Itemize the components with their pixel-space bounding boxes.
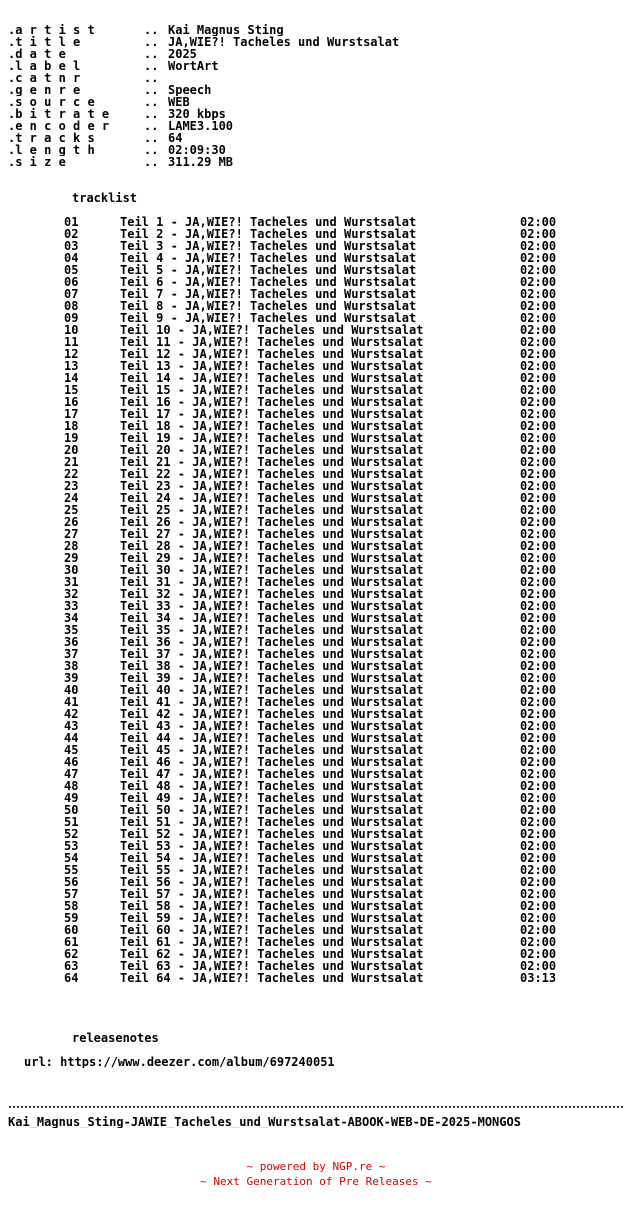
track-number: 50: [64, 804, 79, 816]
track-length: 02:00: [520, 780, 557, 792]
meta-separator: ..: [144, 132, 159, 144]
track-number: 46: [64, 756, 79, 768]
track-title: Teil 38 - JA,WIE?! Tacheles und Wurstsalat: [120, 660, 424, 672]
track-number: 58: [64, 900, 79, 912]
track-length: 02:00: [520, 828, 557, 840]
track-title: Teil 52 - JA,WIE?! Tacheles und Wurstsalat: [120, 828, 424, 840]
track-number: 36: [64, 636, 79, 648]
track-number: 16: [64, 396, 79, 408]
track-length: 02:00: [520, 864, 557, 876]
track-number: 26: [64, 516, 79, 528]
track-number: 54: [64, 852, 79, 864]
track-length: 02:00: [520, 408, 557, 420]
track-number: 44: [64, 732, 79, 744]
track-number: 41: [64, 696, 79, 708]
meta-key: .l e n g t h: [8, 144, 95, 156]
track-title: Teil 51 - JA,WIE?! Tacheles und Wurstsalat: [120, 816, 424, 828]
releasenotes-heading: releasenotes: [72, 1032, 159, 1044]
track-title: Teil 28 - JA,WIE?! Tacheles und Wurstsalat: [120, 540, 424, 552]
track-number: 61: [64, 936, 79, 948]
meta-value: WortArt: [168, 60, 219, 72]
track-number: 34: [64, 612, 79, 624]
track-number: 32: [64, 588, 79, 600]
track-length: 02:00: [520, 792, 557, 804]
track-title: Teil 22 - JA,WIE?! Tacheles und Wurstsalat: [120, 468, 424, 480]
track-length: 02:00: [520, 384, 557, 396]
track-number: 49: [64, 792, 79, 804]
track-length: 02:00: [520, 276, 557, 288]
track-title: Teil 15 - JA,WIE?! Tacheles und Wurstsalat: [120, 384, 424, 396]
track-title: Teil 41 - JA,WIE?! Tacheles und Wurstsalat: [120, 696, 424, 708]
track-length: 02:00: [520, 300, 557, 312]
track-number: 20: [64, 444, 79, 456]
track-number: 56: [64, 876, 79, 888]
track-number: 28: [64, 540, 79, 552]
track-title: Teil 3 - JA,WIE?! Tacheles und Wurstsalat: [120, 240, 417, 252]
track-title: Teil 56 - JA,WIE?! Tacheles und Wurstsalat: [120, 876, 424, 888]
track-number: 64: [64, 972, 79, 984]
track-length: 02:00: [520, 420, 557, 432]
meta-key: .l a b e l: [8, 60, 81, 72]
meta-separator: ..: [144, 84, 159, 96]
track-number: 21: [64, 456, 79, 468]
track-title: Teil 27 - JA,WIE?! Tacheles und Wurstsalat: [120, 528, 424, 540]
track-length: 02:00: [520, 852, 557, 864]
track-length: 02:00: [520, 744, 557, 756]
track-title: Teil 35 - JA,WIE?! Tacheles und Wurstsalat: [120, 624, 424, 636]
track-title: Teil 31 - JA,WIE?! Tacheles und Wurstsalat: [120, 576, 424, 588]
track-title: Teil 34 - JA,WIE?! Tacheles und Wurstsalat: [120, 612, 424, 624]
track-length: 02:00: [520, 708, 557, 720]
track-number: 29: [64, 552, 79, 564]
track-length: 02:00: [520, 348, 557, 360]
track-number: 22: [64, 468, 79, 480]
track-length: 02:00: [520, 948, 557, 960]
meta-separator: ..: [144, 144, 159, 156]
track-number: 59: [64, 912, 79, 924]
track-number: 04: [64, 252, 79, 264]
track-number: 40: [64, 684, 79, 696]
track-number: 08: [64, 300, 79, 312]
meta-value: WEB: [168, 96, 190, 108]
track-number: 14: [64, 372, 79, 384]
track-length: 03:13: [520, 972, 557, 984]
track-number: 02: [64, 228, 79, 240]
track-title: Teil 59 - JA,WIE?! Tacheles und Wurstsalat: [120, 912, 424, 924]
track-number: 01: [64, 216, 79, 228]
track-title: Teil 14 - JA,WIE?! Tacheles und Wurstsalat: [120, 372, 424, 384]
meta-value: 64: [168, 132, 183, 144]
dotted-divider: [8, 1106, 624, 1108]
track-title: Teil 24 - JA,WIE?! Tacheles und Wurstsalat: [120, 492, 424, 504]
track-length: 02:00: [520, 504, 557, 516]
source-url: url: https://www.deezer.com/album/697240051: [24, 1056, 335, 1068]
track-title: Teil 12 - JA,WIE?! Tacheles und Wurstsalat: [120, 348, 424, 360]
track-title: Teil 48 - JA,WIE?! Tacheles und Wurstsalat: [120, 780, 424, 792]
meta-value: 2025: [168, 48, 197, 60]
track-number: 37: [64, 648, 79, 660]
meta-separator: ..: [144, 24, 159, 36]
track-title: Teil 61 - JA,WIE?! Tacheles und Wurstsalat: [120, 936, 424, 948]
track-title: Teil 46 - JA,WIE?! Tacheles und Wurstsalat: [120, 756, 424, 768]
track-length: 02:00: [520, 768, 557, 780]
track-length: 02:00: [520, 636, 557, 648]
track-length: 02:00: [520, 228, 557, 240]
track-length: 02:00: [520, 960, 557, 972]
track-title: Teil 63 - JA,WIE?! Tacheles und Wurstsalat: [120, 960, 424, 972]
meta-key: .d a t e: [8, 48, 66, 60]
track-title: Teil 4 - JA,WIE?! Tacheles und Wurstsalat: [120, 252, 417, 264]
track-number: 18: [64, 420, 79, 432]
track-title: Teil 13 - JA,WIE?! Tacheles und Wurstsalat: [120, 360, 424, 372]
track-title: Teil 17 - JA,WIE?! Tacheles und Wurstsalat: [120, 408, 424, 420]
track-length: 02:00: [520, 648, 557, 660]
meta-separator: ..: [144, 120, 159, 132]
track-title: Teil 50 - JA,WIE?! Tacheles und Wurstsalat: [120, 804, 424, 816]
track-length: 02:00: [520, 372, 557, 384]
track-length: 02:00: [520, 840, 557, 852]
track-title: Teil 20 - JA,WIE?! Tacheles und Wurstsalat: [120, 444, 424, 456]
track-number: 43: [64, 720, 79, 732]
track-number: 06: [64, 276, 79, 288]
meta-key: .t i t l e: [8, 36, 81, 48]
track-length: 02:00: [520, 324, 557, 336]
track-number: 17: [64, 408, 79, 420]
track-length: 02:00: [520, 576, 557, 588]
track-title: Teil 18 - JA,WIE?! Tacheles und Wurstsalat: [120, 420, 424, 432]
track-length: 02:00: [520, 720, 557, 732]
track-number: 52: [64, 828, 79, 840]
track-length: 02:00: [520, 252, 557, 264]
track-title: Teil 16 - JA,WIE?! Tacheles und Wurstsalat: [120, 396, 424, 408]
track-length: 02:00: [520, 816, 557, 828]
track-title: Teil 42 - JA,WIE?! Tacheles und Wurstsalat: [120, 708, 424, 720]
track-length: 02:00: [520, 936, 557, 948]
track-number: 27: [64, 528, 79, 540]
meta-separator: ..: [144, 60, 159, 72]
track-length: 02:00: [520, 588, 557, 600]
footer-tagline: ~ Next Generation of Pre Releases ~: [200, 1175, 432, 1188]
track-number: 12: [64, 348, 79, 360]
track-number: 09: [64, 312, 79, 324]
track-length: 02:00: [520, 672, 557, 684]
track-title: Teil 30 - JA,WIE?! Tacheles und Wurstsalat: [120, 564, 424, 576]
track-number: 31: [64, 576, 79, 588]
track-title: Teil 47 - JA,WIE?! Tacheles und Wurstsalat: [120, 768, 424, 780]
track-title: Teil 45 - JA,WIE?! Tacheles und Wurstsalat: [120, 744, 424, 756]
track-number: 24: [64, 492, 79, 504]
track-number: 19: [64, 432, 79, 444]
meta-key: .t r a c k s: [8, 132, 95, 144]
track-number: 39: [64, 672, 79, 684]
track-number: 25: [64, 504, 79, 516]
track-length: 02:00: [520, 684, 557, 696]
track-number: 33: [64, 600, 79, 612]
track-title: Teil 11 - JA,WIE?! Tacheles und Wurstsalat: [120, 336, 424, 348]
track-title: Teil 9 - JA,WIE?! Tacheles und Wurstsalat: [120, 312, 417, 324]
track-title: Teil 19 - JA,WIE?! Tacheles und Wurstsalat: [120, 432, 424, 444]
meta-value: 311.29 MB: [168, 156, 234, 168]
track-number: 35: [64, 624, 79, 636]
meta-key: .c a t n r: [8, 72, 81, 84]
meta-value: Speech: [168, 84, 212, 96]
track-title: Teil 7 - JA,WIE?! Tacheles und Wurstsalat: [120, 288, 417, 300]
track-number: 62: [64, 948, 79, 960]
track-length: 02:00: [520, 876, 557, 888]
track-length: 02:00: [520, 732, 557, 744]
track-title: Teil 25 - JA,WIE?! Tacheles und Wurstsalat: [120, 504, 424, 516]
track-number: 23: [64, 480, 79, 492]
track-title: Teil 36 - JA,WIE?! Tacheles und Wurstsalat: [120, 636, 424, 648]
track-length: 02:00: [520, 696, 557, 708]
meta-key: .a r t i s t: [8, 24, 95, 36]
track-length: 02:00: [520, 528, 557, 540]
track-title: Teil 2 - JA,WIE?! Tacheles und Wurstsalat: [120, 228, 417, 240]
track-title: Teil 33 - JA,WIE?! Tacheles und Wurstsalat: [120, 600, 424, 612]
track-length: 02:00: [520, 912, 557, 924]
meta-separator: ..: [144, 108, 159, 120]
track-number: 03: [64, 240, 79, 252]
track-title: Teil 6 - JA,WIE?! Tacheles und Wurstsalat: [120, 276, 417, 288]
track-length: 02:00: [520, 312, 557, 324]
track-title: Teil 57 - JA,WIE?! Tacheles und Wurstsalat: [120, 888, 424, 900]
track-title: Teil 55 - JA,WIE?! Tacheles und Wurstsalat: [120, 864, 424, 876]
track-number: 48: [64, 780, 79, 792]
track-number: 30: [64, 564, 79, 576]
track-number: 53: [64, 840, 79, 852]
track-length: 02:00: [520, 624, 557, 636]
track-title: Teil 39 - JA,WIE?! Tacheles und Wurstsalat: [120, 672, 424, 684]
track-length: 02:00: [520, 756, 557, 768]
track-number: 55: [64, 864, 79, 876]
track-title: Teil 23 - JA,WIE?! Tacheles und Wurstsalat: [120, 480, 424, 492]
footer-powered-by: ~ powered by NGP.re ~: [246, 1160, 386, 1173]
track-length: 02:00: [520, 516, 557, 528]
track-title: Teil 5 - JA,WIE?! Tacheles und Wurstsalat: [120, 264, 417, 276]
track-title: Teil 60 - JA,WIE?! Tacheles und Wurstsalat: [120, 924, 424, 936]
meta-value: Kai Magnus Sting: [168, 24, 284, 36]
track-title: Teil 43 - JA,WIE?! Tacheles und Wurstsalat: [120, 720, 424, 732]
track-title: Teil 54 - JA,WIE?! Tacheles und Wurstsalat: [120, 852, 424, 864]
track-title: Teil 40 - JA,WIE?! Tacheles und Wurstsalat: [120, 684, 424, 696]
track-length: 02:00: [520, 924, 557, 936]
track-title: Teil 10 - JA,WIE?! Tacheles und Wurstsalat: [120, 324, 424, 336]
track-length: 02:00: [520, 660, 557, 672]
meta-separator: ..: [144, 72, 159, 84]
track-title: Teil 1 - JA,WIE?! Tacheles und Wurstsalat: [120, 216, 417, 228]
release-name: Kai_Magnus_Sting-JAWIE_Tacheles_und_Wurstsalat-ABOOK-WEB-DE-2025-MONGOS: [8, 1116, 521, 1128]
track-title: Teil 21 - JA,WIE?! Tacheles und Wurstsalat: [120, 456, 424, 468]
track-length: 02:00: [520, 216, 557, 228]
track-length: 02:00: [520, 336, 557, 348]
meta-key: .g e n r e: [8, 84, 81, 96]
track-length: 02:00: [520, 900, 557, 912]
track-number: 63: [64, 960, 79, 972]
meta-value: LAME3.100: [168, 120, 234, 132]
track-number: 15: [64, 384, 79, 396]
track-number: 42: [64, 708, 79, 720]
meta-separator: ..: [144, 36, 159, 48]
meta-value: 02:09:30: [168, 144, 226, 156]
meta-value: 320 kbps: [168, 108, 226, 120]
track-length: 02:00: [520, 432, 557, 444]
track-title: Teil 64 - JA,WIE?! Tacheles und Wurstsalat: [120, 972, 424, 984]
track-title: Teil 29 - JA,WIE?! Tacheles und Wurstsalat: [120, 552, 424, 564]
track-length: 02:00: [520, 888, 557, 900]
track-length: 02:00: [520, 564, 557, 576]
track-number: 10: [64, 324, 79, 336]
track-length: 02:00: [520, 552, 557, 564]
track-title: Teil 49 - JA,WIE?! Tacheles und Wurstsalat: [120, 792, 424, 804]
track-length: 02:00: [520, 444, 557, 456]
meta-separator: ..: [144, 48, 159, 60]
track-title: Teil 44 - JA,WIE?! Tacheles und Wurstsalat: [120, 732, 424, 744]
track-number: 07: [64, 288, 79, 300]
track-length: 02:00: [520, 288, 557, 300]
track-number: 60: [64, 924, 79, 936]
track-length: 02:00: [520, 456, 557, 468]
meta-separator: ..: [144, 96, 159, 108]
track-length: 02:00: [520, 492, 557, 504]
track-number: 38: [64, 660, 79, 672]
track-number: 45: [64, 744, 79, 756]
track-title: Teil 62 - JA,WIE?! Tacheles und Wurstsalat: [120, 948, 424, 960]
track-title: Teil 8 - JA,WIE?! Tacheles und Wurstsalat: [120, 300, 417, 312]
track-number: 57: [64, 888, 79, 900]
track-title: Teil 37 - JA,WIE?! Tacheles und Wurstsalat: [120, 648, 424, 660]
track-number: 05: [64, 264, 79, 276]
tracklist-heading: tracklist: [72, 192, 138, 204]
track-length: 02:00: [520, 264, 557, 276]
meta-separator: ..: [144, 156, 159, 168]
track-length: 02:00: [520, 240, 557, 252]
track-number: 51: [64, 816, 79, 828]
meta-key: .s o u r c e: [8, 96, 95, 108]
track-title: Teil 26 - JA,WIE?! Tacheles und Wurstsalat: [120, 516, 424, 528]
track-number: 11: [64, 336, 79, 348]
track-length: 02:00: [520, 480, 557, 492]
track-length: 02:00: [520, 600, 557, 612]
meta-key: .s i z e: [8, 156, 66, 168]
meta-value: JA,WIE?! Tacheles und Wurstsalat: [168, 36, 400, 48]
track-title: Teil 32 - JA,WIE?! Tacheles und Wurstsalat: [120, 588, 424, 600]
track-length: 02:00: [520, 468, 557, 480]
track-length: 02:00: [520, 360, 557, 372]
track-number: 47: [64, 768, 79, 780]
track-length: 02:00: [520, 804, 557, 816]
track-title: Teil 53 - JA,WIE?! Tacheles und Wurstsalat: [120, 840, 424, 852]
track-length: 02:00: [520, 612, 557, 624]
track-number: 13: [64, 360, 79, 372]
track-length: 02:00: [520, 396, 557, 408]
meta-key: .e n c o d e r: [8, 120, 110, 132]
track-title: Teil 58 - JA,WIE?! Tacheles und Wurstsalat: [120, 900, 424, 912]
track-length: 02:00: [520, 540, 557, 552]
meta-key: .b i t r a t e: [8, 108, 110, 120]
